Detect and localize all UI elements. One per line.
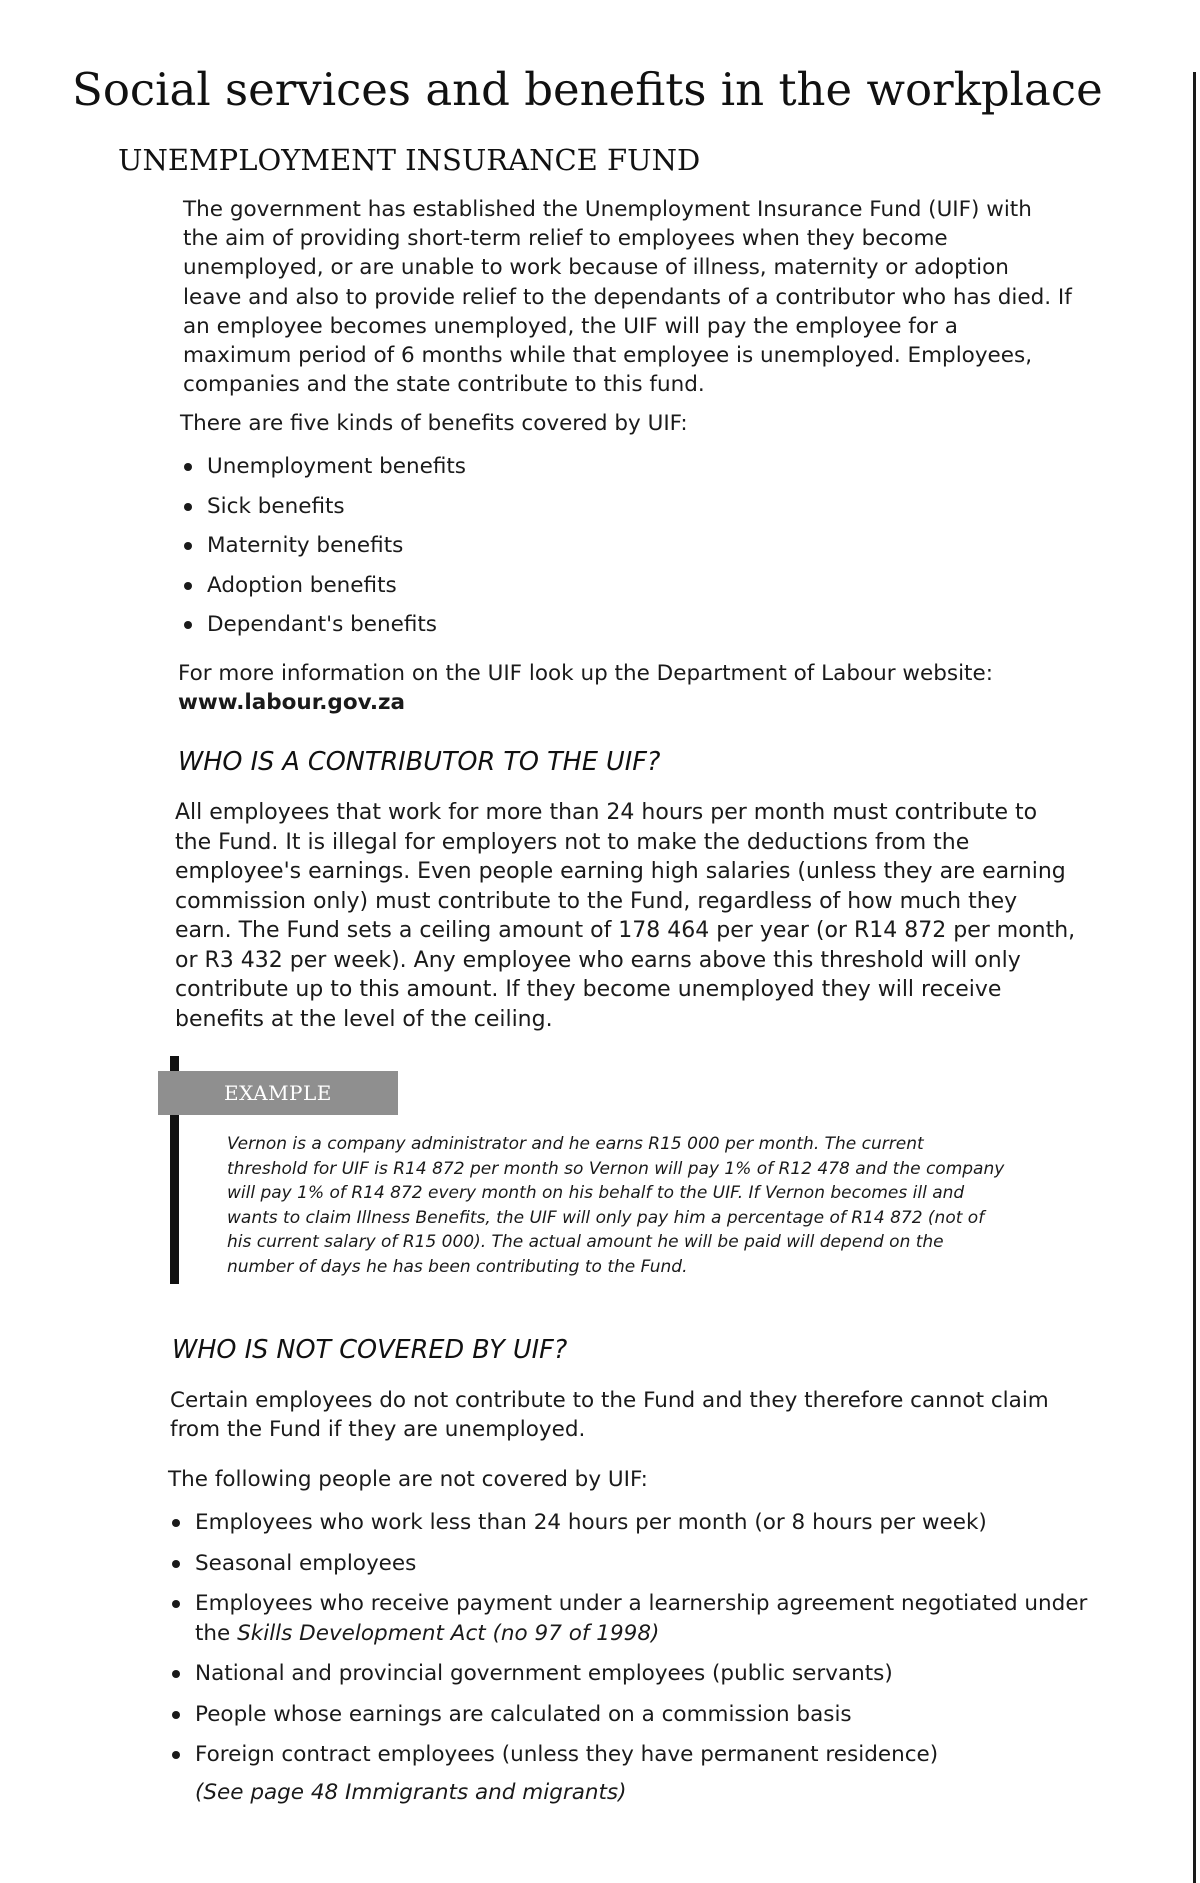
example-text: Vernon is a company administrator and he earns R15 000 per month. The current threshold for UIF is R14 872 per month so Vernon will pay 1% of R12 478 and the company will pay 1% of R14 872 every month on his behalf to the UIF. If Vernon becomes ill and wants to claim Illness Benefits, the UIF will only pay him a percentage of R14 872 (not of his current salary of R15 000). The actual amount he will be paid will depend on the number of days he has been contributing to the Fund. — [227, 1134, 1005, 1277]
not-covered-paragraph: Certain employees do not contribute to the Fund and they therefore cannot claim from the Fund if they are unemployed. — [170, 1388, 1049, 1443]
benefits-lead-text: There are five kinds of benefits covered by UIF: — [180, 411, 688, 436]
list-item: National and provincial government employees (public servants) — [168, 1659, 1088, 1689]
labour-website-url: www.labour.gov.za — [178, 690, 406, 716]
list-item: People whose earnings are calculated on a commission basis — [168, 1700, 1088, 1730]
not-covered-heading: WHO IS NOT COVERED BY UIF? — [172, 1335, 568, 1365]
see-page-reference: (See page 48 Immigrants and migrants) — [195, 1780, 627, 1805]
more-info-paragraph — [178, 659, 1078, 717]
list-item: Employees who work less than 24 hours per month (or 8 hours per week) — [168, 1508, 1088, 1538]
contributor-heading: WHO IS A CONTRIBUTOR TO THE UIF? — [178, 747, 661, 777]
uif-intro-paragraph: The government has established the Unemployment Insurance Fund (UIF) with the aim of providing short-term relief to employees when they become unemployed, or are unable to work because of illness, maternity or adoption leave and also to provide relief to the dependants of a contributor who has died. If an employee becomes unemployed, the UIF will pay the employee for a maximum period of 6 months while that employee is unemployed. Employees, companies and the state contribute to this fund. — [183, 197, 1072, 398]
list-item: Seasonal employees — [168, 1549, 1088, 1579]
list-item: Maternity benefits — [180, 531, 880, 571]
list-item-text: Employees who receive payment under a learnership agreement negotiated under the — [195, 1591, 1088, 1646]
list-item — [168, 1589, 1088, 1648]
list-item: Foreign contract employees (unless they have permanent residence) — [168, 1740, 1088, 1770]
list-item: Dependant's benefits — [180, 610, 880, 650]
not-covered-lead-text: The following people are not covered by UIF: — [168, 1467, 648, 1492]
benefits-list — [180, 452, 880, 650]
list-item: Adoption benefits — [180, 571, 880, 611]
uif-section-heading: UNEMPLOYMENT INSURANCE FUND — [118, 143, 701, 177]
skills-development-act-name: Skills Development Act (no 97 of 1998) — [237, 1620, 660, 1646]
page-title: Social services and benefits in the workplace — [72, 63, 1103, 116]
list-item: Unemployment benefits — [180, 452, 880, 492]
list-item: Sick benefits — [180, 492, 880, 532]
page-edge-rule — [1193, 72, 1196, 1883]
not-covered-list — [168, 1508, 1088, 1781]
example-badge: EXAMPLE — [158, 1071, 398, 1115]
more-info-text: For more information on the UIF look up the Department of Labour website: — [178, 661, 993, 686]
contributor-paragraph: All employees that work for more than 24 hours per month must contribute to the Fund. It is illegal for employers not to make the deductions from the employee's earnings. Even people earning high salaries (unless they are earning commission only) must contribute to the Fund, regardless of how much they earn. The Fund sets a ceiling amount of 178 464 per year (or R14 872 per month, or R3 432 per week). Any employee who earns above this threshold will only contribute up to this amount. If they become unemployed they will receive benefits at the level of the ceiling. — [175, 800, 1076, 1032]
